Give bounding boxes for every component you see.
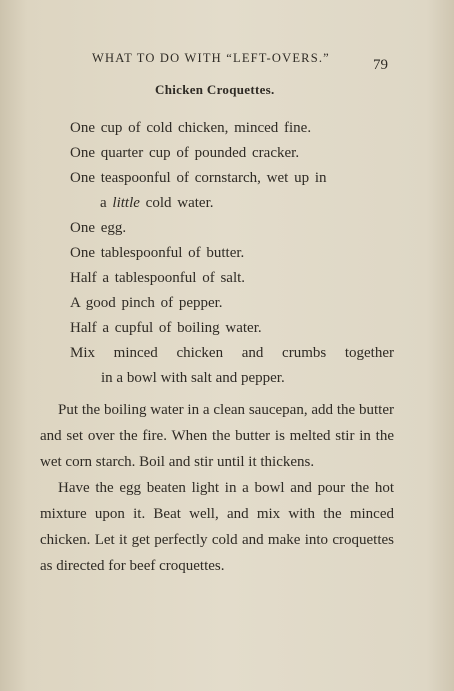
ingredient-line: One tablespoonful of butter. [70,245,245,261]
method-paragraph: Put the boiling water in a clean saucepan, add the butter and set over the fire. When the butter is melted stir in the wet corn starch. Boil and stir until it thickens. [40,402,394,470]
ingredient-line: Half a tablespoonful of salt. [70,270,246,286]
ingredient-suffix: cold water. [139,195,214,211]
emphasized-word: little [112,195,140,211]
running-title: WHAT TO DO WITH “LEFT-OVERS.” [92,51,330,65]
ingredient-line: A good pinch of pepper. [70,295,223,311]
method-paragraph: Have the egg beaten light in a bowl and pour the hot mixture upon it. Beat well, and mix with the minced chicken. Let it get perfectly cold and make into croquettes as directed for beef croquettes. [40,480,394,574]
ingredient-prefix: a [100,195,113,211]
ingredient-line [70,166,400,216]
ingredient-list [70,116,400,391]
ingredient-line-first: One teaspoonful of cornstarch, wet up in [70,170,327,186]
ingredient-line: One quarter cup of pounded cracker. [70,145,300,161]
mix-instruction-continuation: in a bowl with salt and pepper. [101,370,285,386]
mix-instruction: Mix minced chicken and crumbs together [70,345,394,361]
ingredient-line: One egg. [70,220,127,236]
recipe-title: Chicken Croquettes. [155,82,275,97]
ingredient-line-continuation [70,191,400,216]
ingredient-line: One cup of cold chicken, minced fine. [70,120,312,136]
method-text [40,397,394,579]
ingredient-line: Half a cupful of boiling water. [70,320,262,336]
page-number: 79 [373,57,388,73]
